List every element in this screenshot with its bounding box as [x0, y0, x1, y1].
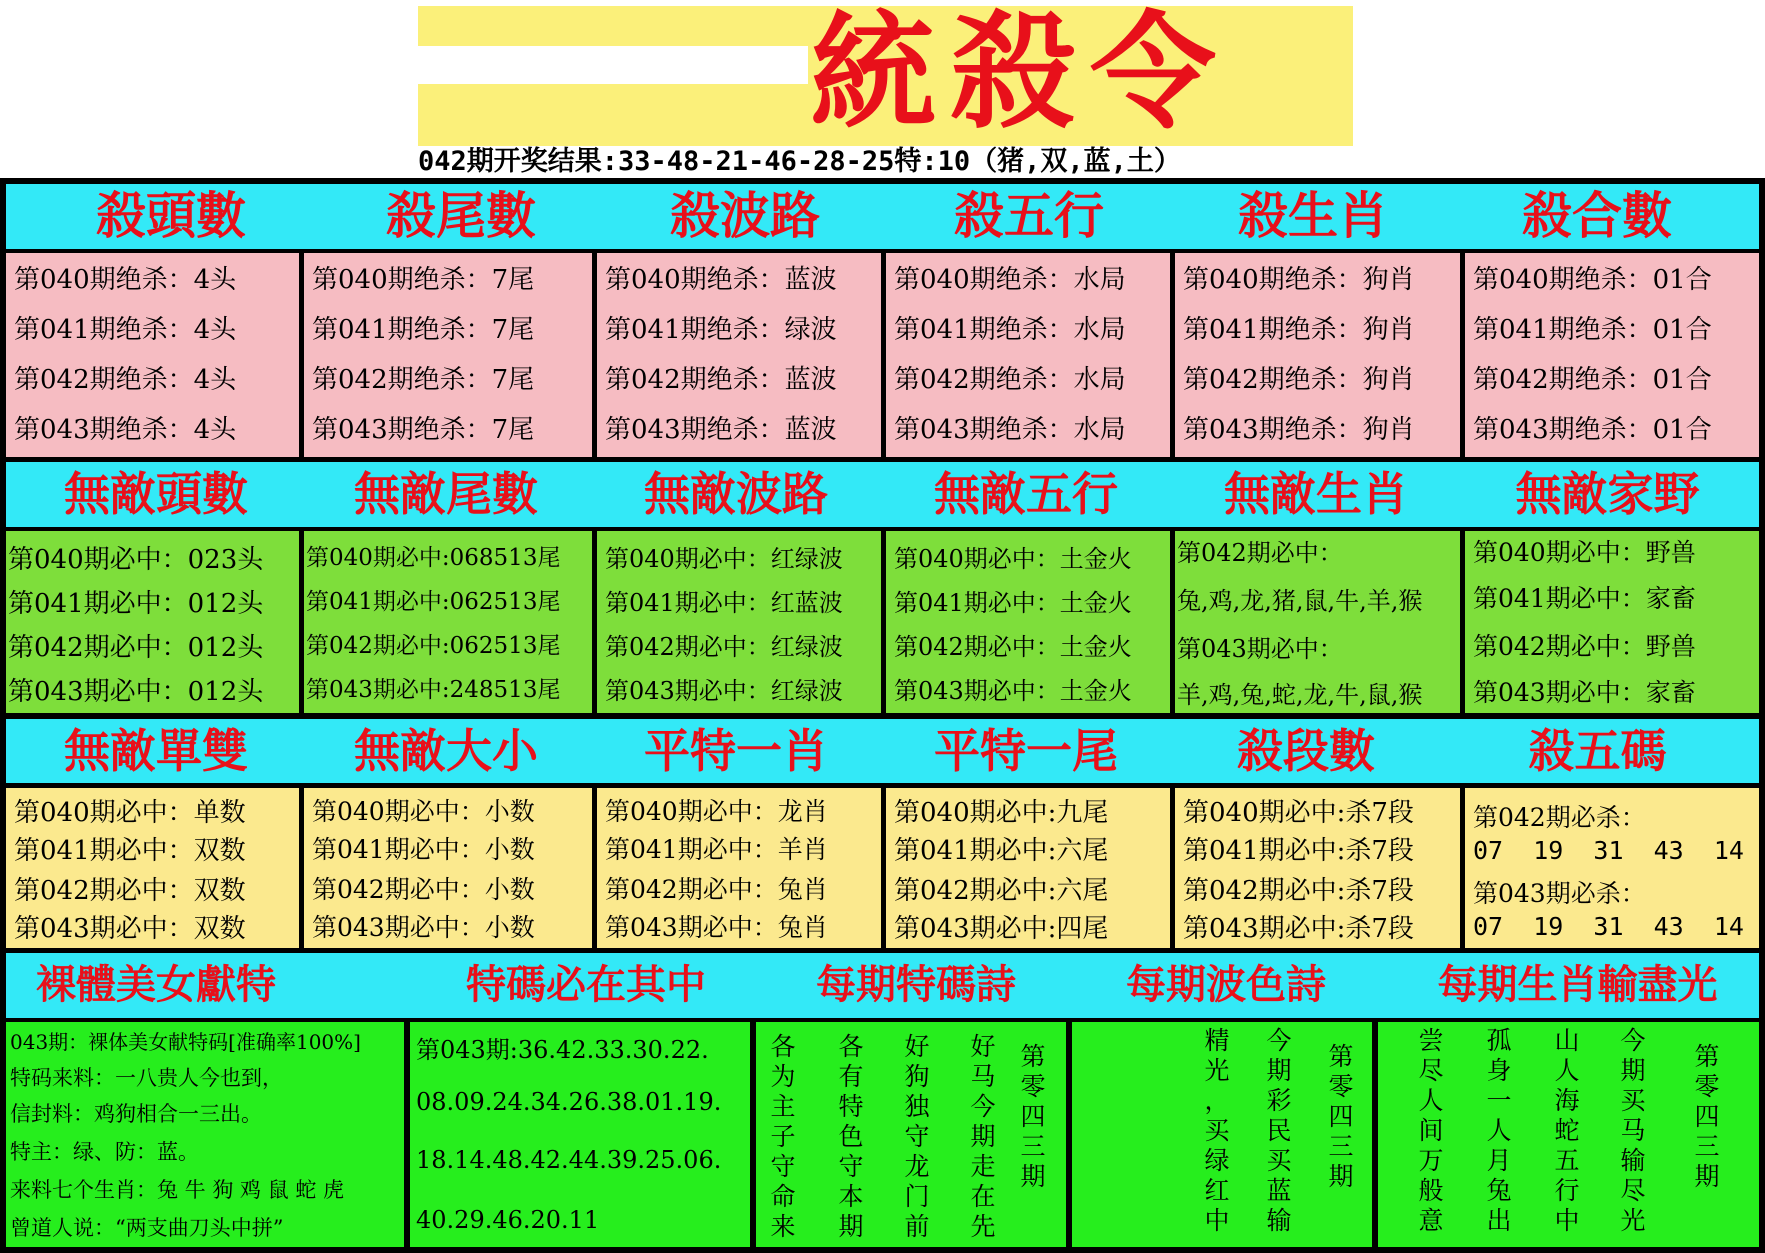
flat-zodiac-041: 第041期必中：羊肖 — [605, 835, 828, 864]
header-sure-tail: 無敵尾數 — [354, 467, 538, 521]
section3-col-flat-tail — [886, 788, 1170, 948]
kill-zodiac-040: 第040期绝杀：狗肖 — [1183, 265, 1415, 295]
header-flat-tail: 平特一尾 — [934, 724, 1118, 778]
beauty-line-6: 曾道人说：“两支曲刀头中拼” — [10, 1216, 284, 1240]
header-kill-zodiac: 殺生肖 — [1238, 187, 1388, 245]
flat-tail-043: 第043期必中:四尾 — [894, 914, 1109, 944]
section3-col-kill-segment — [1175, 788, 1460, 948]
code-poem-col-2: 各 有 特 色 守 本 期 — [838, 1032, 864, 1241]
section2-col-head — [6, 531, 299, 713]
sure-wave-041: 第041期必中：红蓝波 — [605, 589, 843, 617]
sure-element-042: 第042期必中：土金火 — [894, 633, 1132, 661]
kill-element-042: 第042期绝杀：水局 — [894, 365, 1126, 395]
sure-zodiac-043-list: 羊,鸡,兔,蛇,龙,牛,鼠,猴 — [1177, 681, 1423, 709]
header-code-poem: 每期特碼詩 — [816, 962, 1016, 1008]
kill-segment-043: 第043期必中:杀7段 — [1183, 914, 1414, 944]
result-line: 042期开奖结果:33-48-21-46-28-25特:10（猪,双,蓝,土） — [418, 146, 1181, 177]
code-poem-col-4: 好 马 今 期 走 在 先 — [970, 1032, 996, 1241]
kill-sum-042: 第042期绝杀：01合 — [1473, 365, 1712, 395]
color-poem-col-3: 第 零 四 三 期 — [1328, 1042, 1354, 1191]
sure-element-041: 第041期必中：土金火 — [894, 589, 1132, 617]
sure-wave-043: 第043期必中：红绿波 — [605, 677, 843, 705]
section3-col-flat-zodiac — [597, 788, 881, 948]
kill-five-042-label: 第042期必杀： — [1473, 803, 1646, 832]
code-poem-col-1: 各 为 主 子 守 命 来 — [770, 1032, 796, 1241]
beauty-line-3: 信封料：鸡狗相合一三出。 — [10, 1102, 262, 1126]
sure-tail-042: 第042期必中:062513尾 — [306, 633, 561, 659]
sure-tail-043: 第043期必中:248513尾 — [306, 677, 561, 703]
sure-zodiac-043-label: 第043期必中： — [1177, 635, 1343, 663]
header-kill-element: 殺五行 — [954, 187, 1104, 245]
numbers-line-1: 第043期:36.42.33.30.22. — [416, 1036, 709, 1064]
sure-wave-040: 第040期必中：红绿波 — [605, 545, 843, 573]
flat-tail-041: 第041期必中:六尾 — [894, 836, 1109, 866]
section1-col-element — [886, 253, 1170, 457]
kill-wave-040: 第040期绝杀：蓝波 — [605, 265, 837, 295]
section3-col-big-small — [304, 788, 592, 948]
kill-head-043: 第043期绝杀：4头 — [14, 415, 237, 445]
code-poem-col-5: 第 零 四 三 期 — [1020, 1042, 1046, 1191]
numbers-panel — [410, 1022, 750, 1247]
odd-even-043: 第043期必中：双数 — [14, 914, 246, 944]
header-zodiac-lose: 每期生肖輸盡光 — [1437, 962, 1718, 1008]
sure-zodiac-042-list: 兔,鸡,龙,猪,鼠,牛,羊,猴 — [1177, 587, 1423, 615]
kill-segment-042: 第042期必中:杀7段 — [1183, 876, 1414, 906]
section1-col-head — [6, 253, 299, 457]
sure-tail-040: 第040期必中:068513尾 — [306, 545, 561, 571]
flat-tail-040: 第040期必中:九尾 — [894, 798, 1109, 828]
zodiac-poem-col-2: 孤 身 一 人 月 兔 出 — [1486, 1026, 1512, 1235]
sure-dw-043: 第043期必中：家畜 — [1473, 678, 1696, 707]
code-poem-panel — [756, 1022, 1066, 1247]
kill-head-041: 第041期绝杀：4头 — [14, 315, 237, 345]
section2-col-zodiac — [1175, 531, 1460, 713]
header-sure-zodiac: 無敵生肖 — [1224, 467, 1408, 521]
sure-tail-041: 第041期必中:062513尾 — [306, 589, 561, 615]
zodiac-poem-col-3: 山 人 海 蛇 五 行 中 — [1554, 1026, 1580, 1235]
header-sure-domestic-wild: 無敵家野 — [1515, 467, 1700, 521]
numbers-line-2: 08.09.24.34.26.38.01.19. — [416, 1088, 722, 1116]
kill-segment-040: 第040期必中:杀7段 — [1183, 798, 1414, 828]
sure-head-040: 第040期必中：023头 — [8, 545, 264, 575]
flat-zodiac-040: 第040期必中：龙肖 — [605, 797, 828, 826]
zodiac-poem-panel — [1378, 1022, 1759, 1247]
color-poem-col-2: 今 期 彩 民 买 蓝 输 — [1266, 1026, 1292, 1235]
kill-element-040: 第040期绝杀：水局 — [894, 265, 1126, 295]
kill-wave-043: 第043期绝杀：蓝波 — [605, 415, 837, 445]
header-kill-head: 殺頭數 — [96, 187, 246, 245]
section2-col-wave — [597, 531, 881, 713]
header-big-small: 無敵大小 — [354, 724, 538, 778]
banner-white-strip — [418, 46, 808, 84]
color-poem-panel — [1072, 1022, 1372, 1247]
sure-dw-040: 第040期必中：野兽 — [1473, 538, 1696, 567]
beauty-line-5: 来料七个生肖：兔 牛 狗 鸡 鼠 蛇 虎 — [10, 1178, 345, 1202]
kill-element-043: 第043期绝杀：水局 — [894, 415, 1126, 445]
sure-head-042: 第042期必中：012头 — [8, 633, 264, 663]
kill-element-041: 第041期绝杀：水局 — [894, 315, 1126, 345]
big-small-042: 第042期必中：小数 — [312, 875, 535, 904]
zodiac-poem-col-5: 第 零 四 三 期 — [1694, 1042, 1720, 1191]
sure-dw-041: 第041期必中：家畜 — [1473, 584, 1696, 613]
kill-tail-043: 第043期绝杀：7尾 — [312, 415, 535, 445]
header-beauty: 裸體美女獻特 — [36, 962, 276, 1008]
kill-segment-041: 第041期必中:杀7段 — [1183, 836, 1414, 866]
section3-col-odd-even — [6, 788, 299, 948]
header-flat-zodiac: 平特一肖 — [644, 724, 828, 778]
code-poem-col-3: 好 狗 独 守 龙 门 前 — [904, 1032, 930, 1241]
beauty-panel — [6, 1022, 404, 1247]
banner-title: 統殺令 — [810, 0, 1230, 145]
section1-col-zodiac — [1175, 253, 1460, 457]
beauty-line-1: 043期：裸体美女献特码[准确率100%] — [10, 1030, 361, 1054]
kill-head-040: 第040期绝杀：4头 — [14, 265, 237, 295]
big-small-041: 第041期必中：小数 — [312, 835, 535, 864]
kill-five-042-numbers: 07 19 31 43 14 — [1473, 836, 1744, 865]
zodiac-poem-col-4: 今 期 买 马 输 尽 光 — [1620, 1026, 1646, 1235]
kill-tail-041: 第041期绝杀：7尾 — [312, 315, 535, 345]
header-odd-even: 無敵單雙 — [64, 724, 248, 778]
header-kill-five: 殺五碼 — [1528, 724, 1667, 778]
numbers-line-3: 18.14.48.42.44.39.25.06. — [416, 1146, 722, 1174]
section1-header — [6, 184, 1759, 249]
kill-sum-040: 第040期绝杀：01合 — [1473, 265, 1712, 295]
section3-col-kill-five — [1465, 788, 1759, 948]
flat-zodiac-043: 第043期必中：兔肖 — [605, 913, 828, 942]
header-kill-segment: 殺段數 — [1237, 724, 1375, 778]
odd-even-041: 第041期必中：双数 — [14, 836, 246, 866]
flat-zodiac-042: 第042期必中：兔肖 — [605, 875, 828, 904]
numbers-line-4: 40.29.46.20.11 — [416, 1206, 600, 1234]
big-small-040: 第040期必中：小数 — [312, 797, 535, 826]
zodiac-poem-col-1: 尝 尽 人 间 万 般 意 — [1418, 1026, 1444, 1235]
header-color-poem: 每期波色詩 — [1126, 962, 1326, 1008]
header-sure-wave: 無敵波路 — [644, 467, 828, 521]
sure-element-043: 第043期必中：土金火 — [894, 677, 1132, 705]
sure-wave-042: 第042期必中：红绿波 — [605, 633, 843, 661]
kill-sum-043: 第043期绝杀：01合 — [1473, 415, 1712, 445]
section1-col-sum — [1465, 253, 1759, 457]
section3-header — [6, 719, 1759, 783]
section4-header — [6, 953, 1759, 1018]
sure-zodiac-042-label: 第042期必中： — [1177, 539, 1343, 567]
section1-col-wave — [597, 253, 881, 457]
big-small-043: 第043期必中：小数 — [312, 913, 535, 942]
odd-even-040: 第040期必中：单数 — [14, 798, 246, 828]
section2-col-domestic-wild — [1465, 531, 1759, 713]
kill-tail-042: 第042期绝杀：7尾 — [312, 365, 535, 395]
section2-col-element — [886, 531, 1170, 713]
header-sure-element: 無敵五行 — [934, 467, 1118, 521]
header-sure-head: 無敵頭數 — [64, 467, 248, 521]
header-kill-sum: 殺合數 — [1522, 187, 1672, 245]
beauty-line-2: 特码来料：一八贵人今也到， — [10, 1066, 283, 1090]
kill-zodiac-041: 第041期绝杀：狗肖 — [1183, 315, 1415, 345]
header-code-within: 特碼必在其中 — [466, 962, 706, 1008]
sure-dw-042: 第042期必中：野兽 — [1473, 632, 1696, 661]
flat-tail-042: 第042期必中:六尾 — [894, 876, 1109, 906]
kill-tail-040: 第040期绝杀：7尾 — [312, 265, 535, 295]
kill-five-043-label: 第043期必杀： — [1473, 879, 1646, 908]
section1-col-tail — [304, 253, 592, 457]
sure-element-040: 第040期必中：土金火 — [894, 545, 1132, 573]
kill-five-043-numbers: 07 19 31 43 14 — [1473, 912, 1744, 941]
color-poem-col-1: 精 光 ， 买 绿 红 中 — [1204, 1026, 1230, 1235]
sure-head-043: 第043期必中：012头 — [8, 677, 264, 707]
kill-head-042: 第042期绝杀：4头 — [14, 365, 237, 395]
kill-zodiac-042: 第042期绝杀：狗肖 — [1183, 365, 1415, 395]
section2-col-tail — [304, 531, 592, 713]
kill-zodiac-043: 第043期绝杀：狗肖 — [1183, 415, 1415, 445]
odd-even-042: 第042期必中：双数 — [14, 876, 246, 906]
section2-header — [6, 462, 1759, 527]
kill-sum-041: 第041期绝杀：01合 — [1473, 315, 1712, 345]
header-kill-wave: 殺波路 — [670, 187, 820, 245]
sure-head-041: 第041期必中：012头 — [8, 589, 264, 619]
kill-wave-041: 第041期绝杀：绿波 — [605, 315, 837, 345]
kill-wave-042: 第042期绝杀：蓝波 — [605, 365, 837, 395]
beauty-line-4: 特主：绿、防：蓝。 — [10, 1140, 199, 1164]
header-kill-tail: 殺尾數 — [386, 187, 536, 245]
